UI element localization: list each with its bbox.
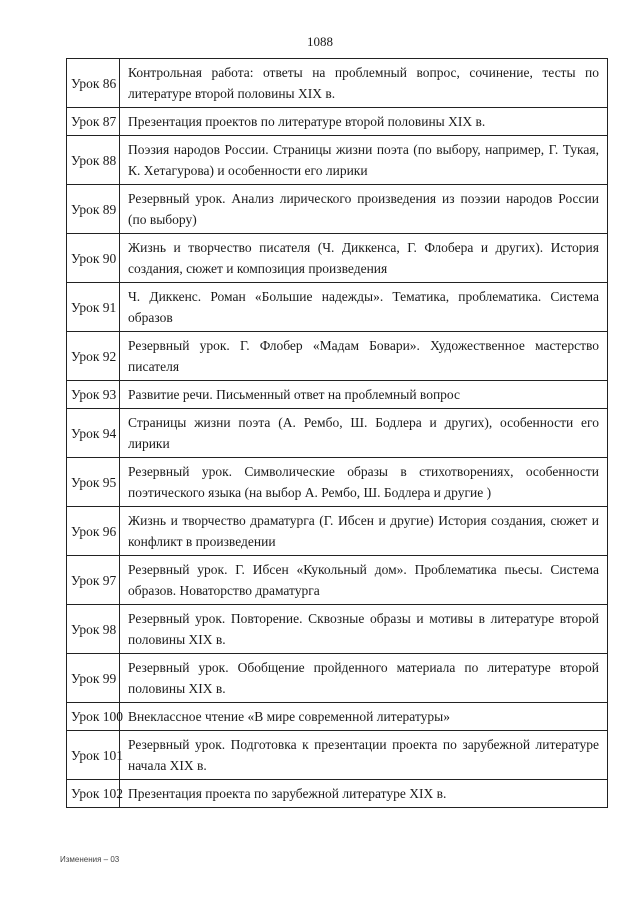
lesson-number: Урок 94 bbox=[67, 409, 120, 458]
lesson-number: Урок 92 bbox=[67, 332, 120, 381]
lesson-topic: Развитие речи. Письменный ответ на проблемный вопрос bbox=[120, 381, 608, 409]
lesson-number: Урок 101 bbox=[67, 731, 120, 780]
table-row bbox=[67, 654, 608, 703]
lesson-topic: Внеклассное чтение «В мире современной литературы» bbox=[120, 703, 608, 731]
table-row bbox=[67, 234, 608, 283]
lesson-topic: Жизнь и творчество драматурга (Г. Ибсен и другие) История создания, сюжет и конфликт в произведении bbox=[120, 507, 608, 556]
lesson-number: Урок 87 bbox=[67, 108, 120, 136]
table-row bbox=[67, 283, 608, 332]
table-row bbox=[67, 780, 608, 808]
lesson-number: Урок 88 bbox=[67, 136, 120, 185]
lesson-number: Урок 98 bbox=[67, 605, 120, 654]
lesson-topic: Ч. Диккенс. Роман «Большие надежды». Тематика, проблематика. Система образов bbox=[120, 283, 608, 332]
lesson-topic: Презентация проекта по зарубежной литературе XIX в. bbox=[120, 780, 608, 808]
table-row bbox=[67, 605, 608, 654]
lesson-number: Урок 89 bbox=[67, 185, 120, 234]
table-row bbox=[67, 108, 608, 136]
lesson-topic: Поэзия народов России. Страницы жизни поэта (по выбору, например, Г. Тукая, К. Хетагурова) и особенности его лирики bbox=[120, 136, 608, 185]
table-row bbox=[67, 185, 608, 234]
lesson-topic: Резервный урок. Повторение. Сквозные образы и мотивы в литературе второй половины XIX в. bbox=[120, 605, 608, 654]
lesson-number: Урок 93 bbox=[67, 381, 120, 409]
lesson-topic: Жизнь и творчество писателя (Ч. Диккенса, Г. Флобера и других). История создания, сюжет и композиция произведения bbox=[120, 234, 608, 283]
lesson-number: Урок 96 bbox=[67, 507, 120, 556]
lesson-number: Урок 97 bbox=[67, 556, 120, 605]
lesson-number: Урок 90 bbox=[67, 234, 120, 283]
footer-note: Изменения – 03 bbox=[60, 855, 120, 864]
lesson-number: Урок 95 bbox=[67, 458, 120, 507]
lessons-table bbox=[66, 58, 608, 808]
lesson-topic: Страницы жизни поэта (А. Рембо, Ш. Бодлера и других), особенности его лирики bbox=[120, 409, 608, 458]
lesson-topic: Резервный урок. Символические образы в стихотворениях, особенности поэтического языка (на выбор А. Рембо, Ш. Бодлера и другие ) bbox=[120, 458, 608, 507]
lesson-number: Урок 91 bbox=[67, 283, 120, 332]
table-row bbox=[67, 703, 608, 731]
table-row bbox=[67, 59, 608, 108]
lesson-topic: Контрольная работа: ответы на проблемный вопрос, сочинение, тесты по литературе второй половины XIX в. bbox=[120, 59, 608, 108]
lesson-number: Урок 100 bbox=[67, 703, 120, 731]
table-row bbox=[67, 381, 608, 409]
lesson-topic: Резервный урок. Подготовка к презентации проекта по зарубежной литературе начала XIX в. bbox=[120, 731, 608, 780]
lessons-table-body bbox=[67, 59, 608, 808]
lesson-topic: Резервный урок. Г. Ибсен «Кукольный дом». Проблематика пьесы. Система образов. Новаторство драматурга bbox=[120, 556, 608, 605]
lesson-topic: Презентация проектов по литературе второй половины XIX в. bbox=[120, 108, 608, 136]
lesson-topic: Резервный урок. Г. Флобер «Мадам Бовари». Художественное мастерство писателя bbox=[120, 332, 608, 381]
table-row bbox=[67, 332, 608, 381]
table-row bbox=[67, 136, 608, 185]
table-row bbox=[67, 731, 608, 780]
lesson-number: Урок 99 bbox=[67, 654, 120, 703]
table-row bbox=[67, 507, 608, 556]
lesson-number: Урок 102 bbox=[67, 780, 120, 808]
lesson-number: Урок 86 bbox=[67, 59, 120, 108]
lesson-topic: Резервный урок. Обобщение пройденного материала по литературе второй половины XIX в. bbox=[120, 654, 608, 703]
table-row bbox=[67, 409, 608, 458]
page-number: 1088 bbox=[307, 34, 333, 49]
table-row bbox=[67, 458, 608, 507]
table-row bbox=[67, 556, 608, 605]
lesson-topic: Резервный урок. Анализ лирического произведения из поэзии народов России (по выбору) bbox=[120, 185, 608, 234]
